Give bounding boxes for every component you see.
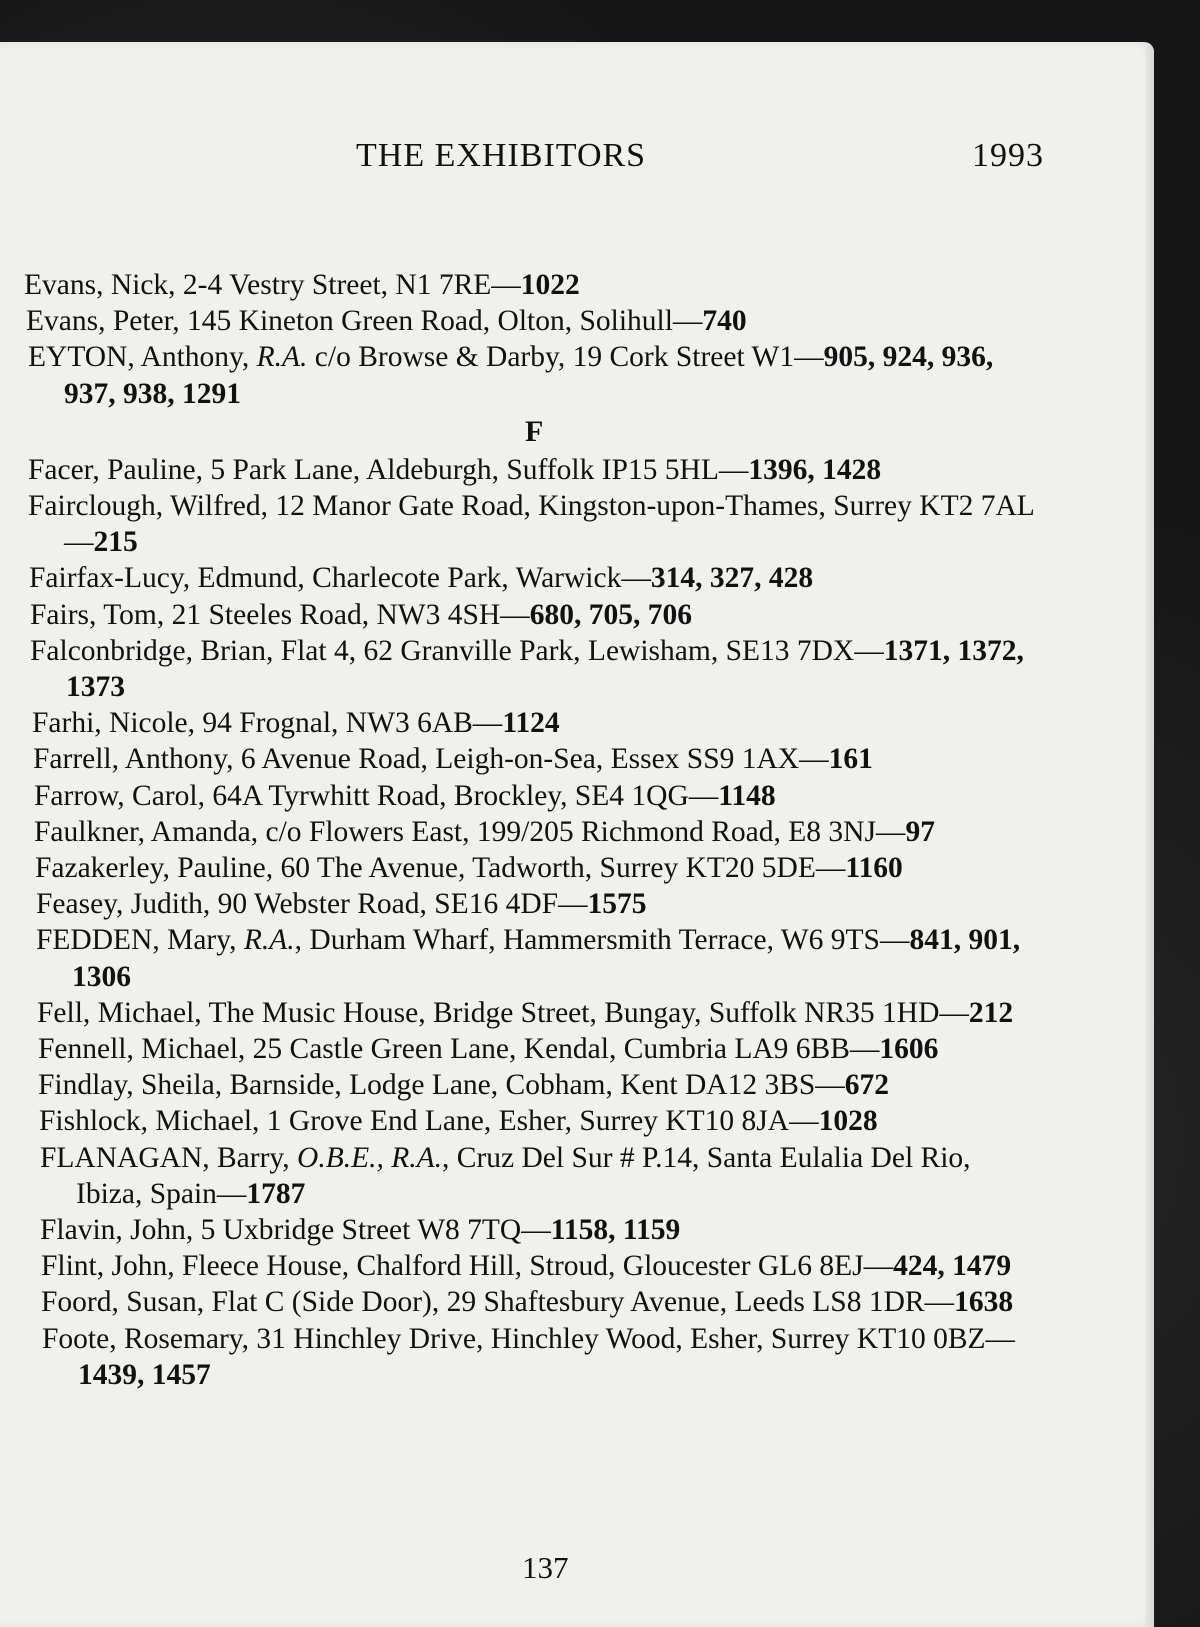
exhibitor-name-address: Faulkner, Amanda, c/o Flowers East, 199/205 Richmond Road, E8 3NJ— bbox=[34, 815, 906, 848]
exhibitor-name-address: Fennell, Michael, 25 Castle Green Lane, Kendal, Cumbria LA9 6BB— bbox=[38, 1033, 880, 1066]
exhibitor-entry bbox=[0, 1140, 1154, 1212]
exhibitor-entry bbox=[0, 597, 1154, 633]
exhibitor-entry bbox=[0, 1103, 1154, 1139]
exhibit-numbers: 161 bbox=[828, 743, 873, 776]
exhibitor-honours: R.A. bbox=[256, 341, 308, 374]
exhibit-numbers: 905, 924, 936, 937, 938, 1291 bbox=[64, 341, 994, 410]
exhibitor-entry bbox=[0, 922, 1154, 994]
exhibitor-entry bbox=[0, 452, 1154, 488]
exhibitor-name-address: Evans, Peter, 145 Kineton Green Road, Olton, Solihull— bbox=[26, 305, 703, 338]
exhibitor-entry bbox=[0, 995, 1154, 1031]
exhibitor-name-address: Flavin, John, 5 Uxbridge Street W8 7TQ— bbox=[40, 1214, 551, 1247]
exhibitor-entry bbox=[0, 1284, 1154, 1320]
exhibitor-entry bbox=[0, 778, 1154, 814]
exhibitor-entry bbox=[0, 1321, 1154, 1393]
exhibit-numbers: 1158, 1159 bbox=[550, 1214, 681, 1247]
exhibitor-entry bbox=[0, 850, 1154, 886]
exhibitor-entry bbox=[0, 741, 1154, 777]
exhibitor-name-address: EYTON, Anthony, bbox=[28, 341, 257, 374]
exhibitor-name-address: Foord, Susan, Flat C (Side Door), 29 Shaftesbury Avenue, Leeds LS8 1DR— bbox=[41, 1286, 955, 1319]
exhibitor-entry bbox=[0, 560, 1154, 596]
entries-before-section bbox=[0, 267, 1154, 412]
exhibitor-entry bbox=[0, 303, 1154, 339]
exhibitor-entry bbox=[0, 886, 1154, 922]
section-letter: F bbox=[525, 414, 544, 448]
exhibitor-name-address: Fazakerley, Pauline, 60 The Avenue, Tadworth, Surrey KT20 5DE— bbox=[35, 852, 846, 885]
exhibitor-name-address: Fell, Michael, The Music House, Bridge Street, Bungay, Suffolk NR35 1HD— bbox=[37, 996, 969, 1029]
exhibit-numbers: 1606 bbox=[879, 1033, 939, 1066]
exhibit-numbers: 672 bbox=[844, 1069, 890, 1102]
exhibit-numbers: 215 bbox=[93, 526, 138, 559]
exhibit-numbers: 1124 bbox=[502, 707, 560, 740]
exhibitor-name-address: Fairclough, Wilfred, 12 Manor Gate Road, Kingston-upon-Thames, Surrey KT2 7AL— bbox=[28, 490, 1035, 559]
exhibit-numbers: 680, 705, 706 bbox=[529, 598, 692, 631]
header-year: 1993 bbox=[972, 137, 1044, 174]
exhibit-numbers: 1022 bbox=[520, 269, 580, 301]
exhibit-numbers: 1148 bbox=[718, 779, 776, 812]
exhibitor-entry bbox=[0, 633, 1154, 705]
exhibitor-name-address: Foote, Rosemary, 31 Hinchley Drive, Hinchley Wood, Esher, Surrey KT10 0BZ— bbox=[42, 1322, 1016, 1355]
exhibit-numbers: 1371, 1372, 1373 bbox=[66, 634, 1024, 704]
exhibitor-name-address: Fishlock, Michael, 1 Grove End Lane, Esher, Surrey KT10 8JA— bbox=[39, 1105, 819, 1138]
exhibitor-name-address: Falconbridge, Brian, Flat 4, 62 Granville Park, Lewisham, SE13 7DX— bbox=[30, 634, 884, 667]
exhibit-numbers: 1575 bbox=[587, 888, 647, 921]
exhibitor-name-address: FLANAGAN, Barry, bbox=[40, 1141, 298, 1174]
exhibitor-entry bbox=[0, 267, 1154, 303]
exhibitor-entry bbox=[0, 488, 1154, 560]
exhibitor-entry bbox=[0, 1248, 1154, 1284]
exhibit-numbers: 1638 bbox=[954, 1286, 1014, 1319]
exhibit-numbers: 314, 327, 428 bbox=[650, 562, 814, 595]
exhibitor-name-address: Findlay, Sheila, Barnside, Lodge Lane, Cobham, Kent DA12 3BS— bbox=[38, 1069, 845, 1102]
exhibitor-entry bbox=[0, 814, 1154, 850]
exhibitor-honours: O.B.E., R.A. bbox=[297, 1141, 443, 1174]
exhibit-numbers: 841, 901, 1306 bbox=[72, 924, 1021, 993]
exhibitor-address: c/o Browse & Darby, 19 Cork Street W1— bbox=[307, 341, 824, 374]
exhibit-numbers: 424, 1479 bbox=[893, 1250, 1012, 1283]
exhibit-numbers: 740 bbox=[702, 305, 747, 338]
exhibitor-name-address: Farrell, Anthony, 6 Avenue Road, Leigh-on-Sea, Essex SS9 1AX— bbox=[33, 743, 829, 776]
exhibitor-list bbox=[0, 267, 1154, 1393]
exhibitor-address: , Cruz Del Sur # P.14, Santa Eulalia Del Rio, Ibiza, Spain— bbox=[76, 1141, 971, 1210]
entries-after-section bbox=[0, 452, 1154, 1393]
exhibitor-entry bbox=[0, 339, 1154, 411]
exhibitor-entry bbox=[0, 1031, 1154, 1067]
exhibit-numbers: 1160 bbox=[845, 852, 903, 885]
exhibitor-name-address: Farrow, Carol, 64A Tyrwhitt Road, Brockley, SE4 1QG— bbox=[34, 779, 719, 812]
exhibitor-entry bbox=[0, 1212, 1154, 1248]
exhibitor-name-address: Evans, Nick, 2-4 Vestry Street, N1 7RE— bbox=[24, 269, 521, 301]
exhibitor-name-address: Fairfax-Lucy, Edmund, Charlecote Park, Warwick— bbox=[29, 562, 651, 595]
exhibit-numbers: 1028 bbox=[818, 1105, 878, 1138]
exhibitor-honours: R.A. bbox=[243, 924, 295, 957]
exhibitor-name-address: FEDDEN, Mary, bbox=[36, 924, 244, 957]
page-number: 137 bbox=[522, 1550, 569, 1585]
exhibitor-name-address: Fairs, Tom, 21 Steeles Road, NW3 4SH— bbox=[30, 598, 530, 631]
book-page bbox=[0, 42, 1154, 1627]
header-title: THE EXHIBITORS bbox=[356, 137, 647, 174]
exhibitor-name-address: Flint, John, Fleece House, Chalford Hill, Stroud, Gloucester GL6 8EJ— bbox=[41, 1250, 894, 1283]
exhibit-numbers: 212 bbox=[968, 996, 1014, 1029]
exhibit-numbers: 1439, 1457 bbox=[78, 1358, 211, 1391]
exhibitor-name-address: Farhi, Nicole, 94 Frognal, NW3 6AB— bbox=[32, 707, 503, 740]
exhibit-numbers: 1787 bbox=[246, 1177, 306, 1210]
exhibitor-entry bbox=[0, 1067, 1154, 1103]
exhibit-numbers: 1396, 1428 bbox=[748, 453, 882, 486]
exhibit-numbers: 97 bbox=[905, 815, 935, 848]
exhibitor-address: , Durham Wharf, Hammersmith Terrace, W6 9TS— bbox=[294, 924, 910, 957]
exhibitor-name-address: Facer, Pauline, 5 Park Lane, Aldeburgh, Suffolk IP15 5HL— bbox=[28, 453, 749, 486]
exhibitor-name-address: Feasey, Judith, 90 Webster Road, SE16 4DF— bbox=[36, 888, 588, 921]
running-header bbox=[0, 137, 1154, 187]
exhibitor-entry bbox=[0, 705, 1154, 741]
